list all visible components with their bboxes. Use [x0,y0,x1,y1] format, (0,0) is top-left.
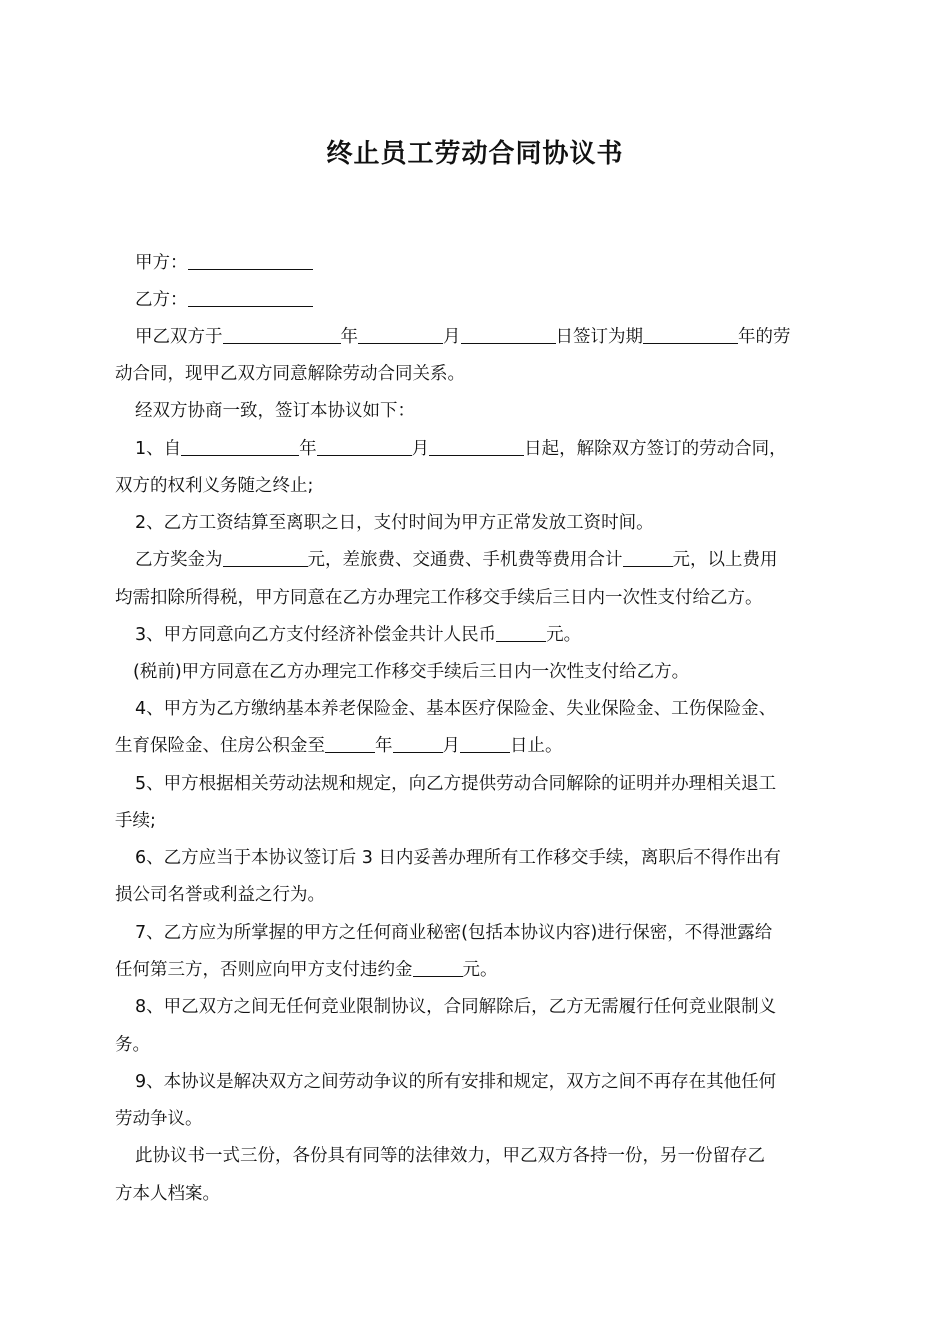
item-6-line-2: 损公司名誉或利益之行为。 [115,885,325,905]
expenses-blank [623,548,673,567]
year-blank [181,437,299,456]
item-3 [135,623,845,647]
agree-line: 经双方协商一致，签订本协议如下： [135,401,415,421]
item-7-line-2 [115,958,845,982]
item-text: 月 [442,736,460,756]
bonus-blank [223,548,308,567]
year-blank [325,734,375,753]
item-8-line-2: 务。 [115,1035,150,1055]
party-a-line [135,251,845,275]
bonus-text: 元，差旅费、交通费、手机费等费用合计 [307,550,623,570]
month-blank [317,437,412,456]
party-b-line [135,288,845,312]
item-4-line-2 [115,734,845,758]
intro-text: 甲乙双方于 [135,327,223,347]
item-text: 3、甲方同意向乙方支付经济补偿金共计人民币 [135,625,497,645]
item-text: 年 [299,439,317,459]
item-2: 2、乙方工资结算至离职之日，支付时间为甲方正常发放工资时间。 [135,513,654,533]
tax-line: (税前)甲方同意在乙方办理完工作移交手续后三日内一次性支付给乙方。 [133,662,690,682]
term-blank [643,325,738,344]
item-text: 1、自 [135,439,182,459]
bonus-text: 元，以上费用 [672,550,778,570]
item-9-line-2: 劳动争议。 [115,1109,203,1129]
party-b-blank [188,288,313,307]
day-blank [461,325,556,344]
party-a-label: 甲方： [135,253,188,273]
closing-line-1: 此协议书一式三份，各份具有同等的法律效力，甲乙双方各持一份，另一份留存乙 [135,1146,765,1166]
item-9-line-1: 9、本协议是解决双方之间劳动争议的所有安排和规定，双方之间不再存在其他任何 [135,1072,777,1092]
item-text: 日止。 [510,736,563,756]
item-5-line-1: 5、甲方根据相关劳动法规和规定，向乙方提供劳动合同解除的证明并办理相关退工 [135,774,777,794]
day-blank [429,437,524,456]
document-title: 终止员工劳动合同协议书 [326,139,624,169]
day-blank [460,734,510,753]
bonus-line-2: 均需扣除所得税，甲方同意在乙方办理完工作移交手续后三日内一次性支付给乙方。 [115,588,763,608]
item-1-line-2: 双方的权利义务随之终止; [115,476,314,496]
item-6-line-1: 6、乙方应当于本协议签订后 3 日内妥善办理所有工作移交手续，离职后不得作出有 [135,848,781,868]
item-text: 日起，解除双方签订的劳动合同， [524,439,787,459]
intro-text: 月 [443,327,461,347]
bonus-line-1 [135,548,845,572]
item-7-line-1: 7、乙方应为所掌握的甲方之任何商业秘密(包括本协议内容)进行保密，不得泄露给 [135,923,773,943]
item-1-line-1 [135,437,845,461]
penalty-blank [413,958,463,977]
intro-line-1 [135,325,845,349]
item-text: 元。 [546,625,582,645]
month-blank [358,325,443,344]
intro-text: 日签订为期 [555,327,643,347]
party-b-label: 乙方： [135,290,188,310]
item-text: 月 [411,439,430,459]
intro-line-2: 动合同，现甲乙双方同意解除劳动合同关系。 [115,364,465,384]
intro-text: 年的劳 [738,327,791,347]
item-text: 任何第三方，否则应向甲方支付违约金 [115,960,413,980]
party-a-blank [188,251,313,270]
item-8-line-1: 8、甲乙双方之间无任何竞业限制协议，合同解除后，乙方无需履行任何竞业限制义 [135,997,777,1017]
year-blank [223,325,341,344]
intro-text: 年 [340,327,358,347]
item-text: 年 [375,736,393,756]
item-5-line-2: 手续; [115,811,156,831]
item-4-line-1: 4、甲方为乙方缴纳基本养老保险金、基本医疗保险金、失业保险金、工伤保险金、 [135,699,777,719]
month-blank [393,734,443,753]
compensation-blank [496,623,546,642]
closing-line-2: 方本人档案。 [115,1184,220,1204]
item-text: 元。 [462,960,498,980]
bonus-text: 乙方奖金为 [135,550,223,570]
item-text: 生育保险金、住房公积金至 [115,736,325,756]
